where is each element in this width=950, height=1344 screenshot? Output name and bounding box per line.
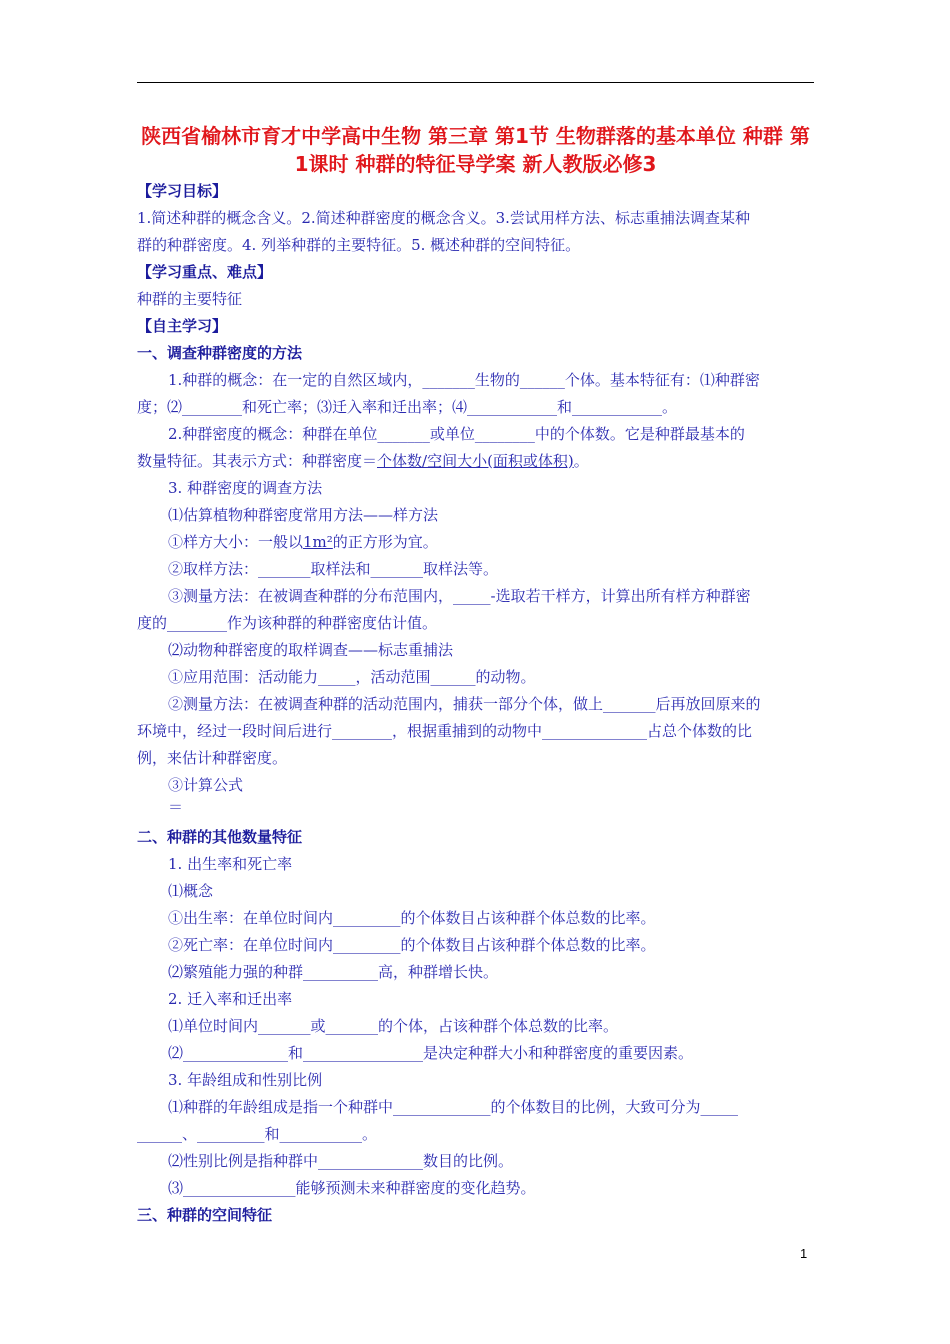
text-line: ①出生率：在单位时间内_________的个体数目占该种群个体总数的比率。 <box>168 909 656 927</box>
goals-line-1: 1.简述种群的概念含义。2.简述种群密度的概念含义。3.尝试用样方法、标志重捕法调查某种 <box>137 209 750 227</box>
text-line: ⑴概念 <box>168 882 214 900</box>
text-line: 环境中，经过一段时间后进行________，根据重捕到的动物中______________占总个体数的比 <box>137 722 753 740</box>
heading-self-study: 【自主学习】 <box>137 317 228 335</box>
text-line: ⑴种群的年龄组成是指一个种群中_____________的个体数目的比例，大致可分为_____ <box>168 1098 739 1116</box>
text-line: 3. 年龄组成和性别比例 <box>168 1071 323 1089</box>
text-line: 3. 种群密度的调查方法 <box>168 479 323 497</box>
section-1-title: 一、调查种群密度的方法 <box>137 344 303 362</box>
text-line: ⑵动物种群密度的取样调查——标志重捕法 <box>168 641 454 659</box>
document-body <box>137 178 814 1229</box>
text-line: ______、_________和___________。 <box>137 1125 378 1143</box>
text-line: ②死亡率：在单位时间内_________的个体数目占该种群个体总数的比率。 <box>168 936 656 954</box>
text-span: 数量特征。其表示方式：种群密度＝ <box>137 452 378 470</box>
text-line <box>137 529 814 556</box>
text-line: ③计算公式 <box>168 776 244 794</box>
text-line: ③测量方法：在被调查种群的分布范围内，_____-选取若干样方，计算出所有样方种群密 <box>168 587 751 605</box>
text-line: 度；⑵________和死亡率；⑶迁入率和迁出率；⑷____________和____________。 <box>137 398 678 416</box>
text-span: ①样方大小：一般以 <box>168 533 304 551</box>
text-line: 例，来估计种群密度。 <box>137 749 288 767</box>
page-number: 1 <box>800 1246 808 1261</box>
section-3-title: 三、种群的空间特征 <box>137 1206 273 1224</box>
text-line: 1.种群的概念：在一定的自然区域内，_______生物的______个体。基本特征有：⑴种群密 <box>168 371 760 389</box>
heading-key-points: 【学习重点、难点】 <box>137 263 273 281</box>
text-line: ⑵性别比例是指种群中______________数目的比例。 <box>168 1152 514 1170</box>
text-line: 2. 迁入率和迁出率 <box>168 990 293 1008</box>
text-line: ⑴估算植物种群密度常用方法——样方法 <box>168 506 439 524</box>
text-line: ⑵______________和________________是决定种群大小和种群密度的重要因素。 <box>168 1044 694 1062</box>
area-unit: 1m² <box>303 533 333 551</box>
heading-goals: 【学习目标】 <box>137 182 228 200</box>
text-span: 。 <box>573 452 589 470</box>
key-points-line: 种群的主要特征 <box>137 290 243 308</box>
text-line: ⑵繁殖能力强的种群__________高，种群增长快。 <box>168 963 499 981</box>
text-line: 2.种群密度的概念：种群在单位_______或单位________中的个体数。它是种群最基本的 <box>168 425 745 443</box>
text-line: 1. 出生率和死亡率 <box>168 855 293 873</box>
text-line: ⑴单位时间内_______或_______的个体，占该种群个体总数的比率。 <box>168 1017 619 1035</box>
density-formula: 个体数/空间大小(面积或体积) <box>377 452 574 470</box>
text-span: 的正方形为宜。 <box>332 533 438 551</box>
formula-equals: ＝ <box>168 798 184 816</box>
text-line: 度的________作为该种群的种群密度估计值。 <box>137 614 438 632</box>
section-2-title: 二、种群的其他数量特征 <box>137 828 303 846</box>
header-rule <box>137 82 814 83</box>
text-line: ②取样方法：_______取样法和_______取样法等。 <box>168 560 499 578</box>
text-line: ⑶_______________能够预测未来种群密度的变化趋势。 <box>168 1179 536 1197</box>
page-title: 陕西省榆林市育才中学高中生物 第三章 第1节 生物群落的基本单位 种群 第1课时 种群的特征导学案 新人教版必修3 <box>141 124 810 176</box>
text-line <box>137 448 814 475</box>
goals-line-2: 群的种群密度。4. 列举种群的主要特征。5. 概述种群的空间特征。 <box>137 236 581 254</box>
text-line: ②测量方法：在被调查种群的活动范围内，捕获一部分个体，做上_______后再放回原来的 <box>168 695 761 713</box>
text-line: ①应用范围：活动能力_____，活动范围______的动物。 <box>168 668 536 686</box>
